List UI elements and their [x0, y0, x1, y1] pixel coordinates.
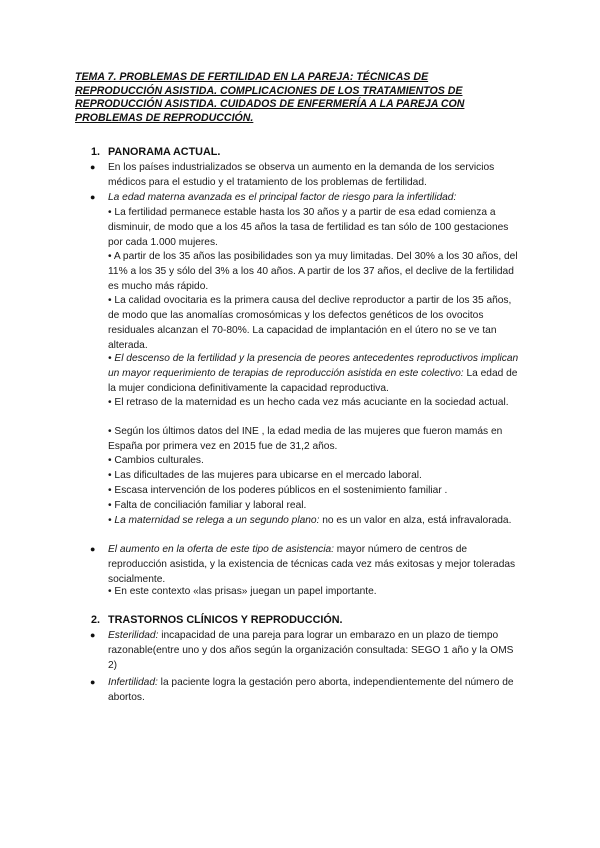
- s1-paragraph-offer: [108, 542, 523, 587]
- section-1-number: 1.: [91, 146, 101, 158]
- s1-sub-public: • Escasa intervención de los poderes públicos en el sostenimiento familiar .: [108, 485, 448, 496]
- s1-sub-relegated-rest: no es un valor en alza, está infravalorada.: [319, 515, 512, 526]
- bullet-icon: ●: [90, 677, 96, 687]
- bullet-icon: ●: [90, 630, 96, 640]
- document-title: TEMA 7. PROBLEMAS DE FERTILIDAD EN LA PAREJA: TÉCNICAS DE REPRODUCCIÓN ASISTIDA. COMPLICACIONES DE LOS TRATAMIENTOS DE REPRODUCCIÓN ASISTIDA. CUIDADOS DE ENFERMERÍA A LA PAREJA CON PROBLEMAS DE REPRODUCCIÓN.: [75, 71, 465, 124]
- s2-paragraph-infertility: [108, 675, 523, 705]
- s2-infertility-definition: la paciente logra la gestación pero aborta, independientemente del número de abortos.: [108, 677, 514, 703]
- s1-sub-fertility-stable: • La fertilidad permanece estable hasta los 30 años y a partir de esa edad comienza a disminuir, de modo que a los 45 años la tasa de fertilidad es tan sólo de 100 gestaciones por cada 1.000 mujeres.: [108, 207, 509, 248]
- s2-sterility-definition: incapacidad de una pareja para lograr un embarazo en un plazo de tiempo razonable(entre uno y dos años según la organización consultada: SEGO 1 año y la OMS 2): [108, 630, 514, 671]
- s2-sterility-term: Esterilidad:: [108, 630, 159, 641]
- s1-sub-oocyte-quality: • La calidad ovocitaria es la primera causa del declive reproductor a partir de los 35 años, de modo que las anomalías cromosómicas y los defectos genéticos de los ovocitos residuales alcanzan el 70-80%. La capacidad de implantación en el útero no se ve tan alterada.: [108, 295, 512, 351]
- bullet-icon: ●: [90, 192, 96, 202]
- s1-sub-relegated: [108, 513, 523, 528]
- bullet-icon: ●: [90, 544, 96, 554]
- s1-paragraph-maternal-age: La edad materna avanzada es el principal factor de riesgo para la infertilidad:: [108, 192, 457, 203]
- s1-sub-hurry: • En este contexto «las prisas» juegan un papel importante.: [108, 586, 377, 597]
- s1-sub-delay: • El retraso de la maternidad es un hecho cada vez más acuciante en la sociedad actual.: [108, 397, 509, 408]
- bullet-icon: ●: [90, 162, 96, 172]
- s1-sub-decline-italic: • El descenso de la fertilidad y la presencia de peores antecedentes reproductivos implican un mayor requerimiento de terapias de reproducción asistida en este colectivo:: [108, 353, 519, 379]
- s2-paragraph-sterility: [108, 628, 523, 673]
- s1-sub-after-35: • A partir de los 35 años las posibilidades son ya muy limitadas. Del 30% a los 30 años, del 11% a los 35 y sólo del 3% a los 40 años. A partir de los 37 años, el declive de la fertilidad es mucho más rápido.: [108, 251, 518, 292]
- s2-infertility-term: Infertilidad:: [108, 677, 158, 688]
- s1-paragraph-demand: En los países industrializados se observa un aumento en la demanda de los servicios médicos para el estudio y el tratamiento de los problemas de fertilidad.: [108, 162, 495, 188]
- s1-sub-ine: • Según los últimos datos del INE , la edad media de las mujeres que fueron mamás en España por primera vez en 2015 fue de 31,2 años.: [108, 426, 503, 452]
- s1-sub-relegated-italic: • La maternidad se relega a un segundo plano:: [108, 515, 320, 526]
- s1-sub-decline: [108, 351, 523, 396]
- section-2-number: 2.: [91, 614, 101, 626]
- s1-sub-conciliation: • Falta de conciliación familiar y laboral real.: [108, 500, 307, 511]
- s1-offer-rest: mayor número de centros de reproducción asistida, y la existencia de técnicas cada vez más exitosas y mejor toleradas socialmente.: [108, 544, 516, 585]
- s1-sub-labor: • Las dificultades de las mujeres para ubicarse en el mercado laboral.: [108, 470, 422, 481]
- s1-sub-decline-rest: La edad de la mujer condiciona definitivamente la capacidad reproductiva.: [108, 368, 518, 394]
- s1-sub-cultural: • Cambios culturales.: [108, 455, 204, 466]
- section-1-heading: [91, 145, 220, 159]
- section-2-title: TRASTORNOS CLÍNICOS Y REPRODUCCIÓN.: [108, 614, 343, 626]
- section-1-title: PANORAMA ACTUAL.: [108, 146, 221, 158]
- s1-offer-italic: El aumento en la oferta de este tipo de asistencia:: [108, 544, 334, 555]
- section-2-heading: [91, 613, 343, 627]
